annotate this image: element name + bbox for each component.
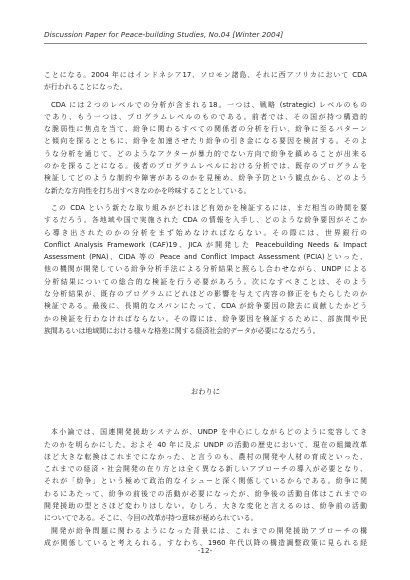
text-line: これまでの経済・社会開発の在り方とは全く異なる新しいアプローチの導入が必要となり、 [44, 465, 367, 474]
text-line: 分析結果についての総合的な検証を行う必要があろう。次になすべきことは、そのよう [44, 277, 367, 286]
text-line: と傾向を探るとともに、紛争を加速させたり紛争の引き金になる要因を検討する。そのよ [44, 137, 367, 146]
text-line: な分析結果が、既存のプログラムにどれほどの影響を与えて内容の修正をもたらしたのか [44, 290, 367, 299]
text-line: 検証である。最後に、長期的なスパンにたって、CDA が紛争要因の除去に貢献したかどう [44, 302, 367, 311]
running-header: Discussion Paper for Peace-building Studies, No.04 [Winter 2004] [44, 30, 284, 39]
section-heading: おわりに [190, 387, 221, 397]
text-line: わるにあたって、紛争の前後での活動が必要になったが、紛争後の活動自体はこれまでの [44, 489, 367, 498]
text-line: であり、もう一つは、プログラムレベルのものである。前者では、その国が持つ構造的 [44, 112, 367, 121]
text-line: たのかを明らかにした。およそ 40 年に及ぶ UNDP の活動の歴史において、現在の組織改革 [44, 440, 367, 449]
text-line: するだろう。各地域や国で実施された CDA の情報を入手し、どのような紛争要因がそこか [44, 216, 367, 225]
text-line: のかを探ることになる。後者のプログラムレベルにおける分析では、既存のプログラムを [44, 162, 367, 171]
text-line: かの検証を行わなければならない。その際には、紛争要因を検証するために、部族間や民 [44, 314, 367, 323]
text-line: 開発が紛争問題に関わるようになった背景には、これまでの開発援助アプローチの構 [51, 526, 367, 535]
text-line: 成が関係していると考えられる。すなわち、1960 年代以降の構造調整政策に見られる経 [44, 538, 367, 547]
text-line: 他の機関が開発している紛争分析手法による分析結果と照らし合わせながら、UNDP による [44, 265, 367, 274]
text-line: それが「紛争」という極めて政治的なイシューと深く関係しているからである。紛争に関 [44, 477, 367, 486]
text-line: 検証してどのような制約や障害があるのかを見極め、紛争予防という観点から、どのよう [44, 174, 367, 183]
text-line: Assessment (PNA)、CIDA 等の Peace and Conflict Impact Assessment (PCIA)といった、 [44, 253, 367, 262]
text-line: な脆弱性に焦点を当て、紛争に関わるすべての関係者の分析を行い、紛争に至るパターン [44, 125, 367, 134]
text-line: ほど大きな転換はこれまでになかった、と言うのも、農村の開発や人材の育成といった、 [44, 452, 367, 461]
header-rule [44, 43, 367, 44]
text-line: この CDA という新たな取り組みがどれほど有効かを検証するには、まだ相当の時間を要 [51, 203, 367, 212]
page-number: -12- [197, 546, 213, 555]
text-line: についてである。そこに、今回の改革が持つ意味が秘められている。 [44, 514, 258, 523]
text-line: な新たな方向性を打ち出すべきなのかを吟味することとしている。 [44, 186, 251, 195]
text-line: ら導き出されたのかの分析をまず始めなければならない。その際には、世界銀行の [44, 228, 367, 237]
text-line: Conflict Analysis Framework (CAF)19、JICA が開発した Peacebuilding Needs & Impact [44, 240, 367, 249]
text-line: 開発援助の型とさほど変わりはしない。むしろ、大きな変化と言えるのは、紛争前の活動 [44, 502, 367, 511]
body-text [44, 69, 367, 549]
text-line: ことになる。2004 年にはインドネシア17、ソロモン諸島、それに西アフリカにおいて CDA [44, 71, 367, 79]
text-line: 本小論では、国連開発援助システムが、UNDP を中心にしながらどのように変容してき [51, 428, 367, 437]
text-line: 族間あるいは地域間における様々な格差に関する経済社会的データが必要になるだろう。 [44, 326, 320, 335]
text-line: うな分析を通じて、どのようなアクターが暴力的でない方向で紛争を鎮めることが出来る [44, 149, 367, 158]
text-line: CDA には２つのレベルでの分析が含まれる18。一つは、戦略 (strategic) レベルのもの [51, 100, 367, 109]
text-line: が行われることになった。 [44, 83, 127, 92]
